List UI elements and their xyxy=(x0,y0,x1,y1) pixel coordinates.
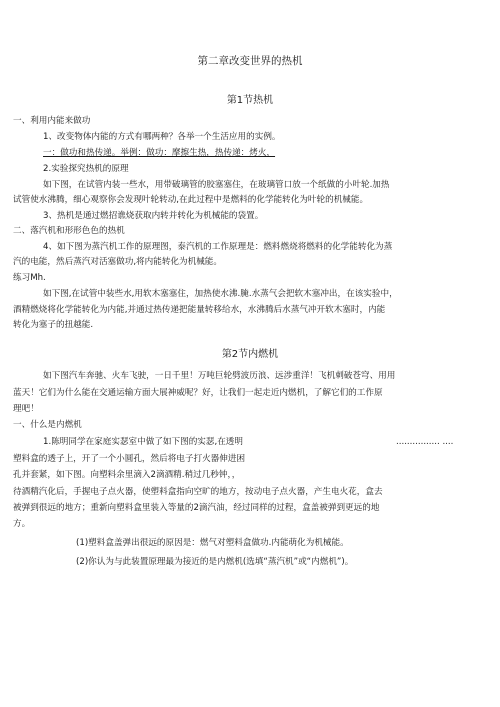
paragraph-2-line-2: 酒精燃烧将化学能转化为内能,并通过热传递把能量转移给水，水沸腾后水蒸气冲开软木塞时，内能 xyxy=(13,305,386,315)
s2-question-1-line-5: 被弹到很远的地方；重新向塑料盒里装入等量的2滴汽油，经过同样的过程，盒盖被弹到更远的地 xyxy=(13,503,380,513)
paragraph-2-line-1: 如下图,在试管中装些水,用软木塞塞住，加热使水沸.腌.水蒸气会把软木塞冲出，在该实验中， xyxy=(43,289,398,299)
s2-question-1-line-4: 待酒精汽化后，手握电子点火器，使塑料盒指向空旷的地方，按动电子点火器，产生电火花，盒去 xyxy=(13,487,383,497)
intro-line-2: 蓝天！它们为什么能在交通运输方面大展神威呢？好，让我们一起走近内燃机，了解它们的工作原 xyxy=(13,388,383,398)
sub-question-1: (1)塑料盒盖弹出很远的原因是：燃气对塑料盒做功.内能萌化为机械能。 xyxy=(76,538,349,548)
s2-question-1-line-1: 1.陈明同学在家庭实瑟室中做了如下图的实瑟,在透明 xyxy=(43,437,243,447)
chapter-title: 第二章改变世界的热机 xyxy=(197,55,303,67)
s2-question-1-dots: ................ .... xyxy=(396,437,454,447)
paragraph-1-line-2: 试管使水沸腾，细心观察你会发现叶轮转动,在此过程中是燃料的化学能转化为叶轮的机械能。 xyxy=(13,195,369,205)
question-3: 3、热机是通过燃招谯烧获取内转并转化为机械能的袋置。 xyxy=(43,211,264,221)
section1-title: 第1节热机 xyxy=(226,95,274,106)
question-4-line-2: 汽的电能，然后蒸汽对活塞做功,将内能转化为机械能。 xyxy=(13,257,222,267)
sub-question-2: (2)你认为与此装置原理最为接近的是内燃机(选填“蒸汽机”或“内燃机”)。 xyxy=(76,557,354,567)
exercise-label: 练习Mh. xyxy=(13,273,46,283)
s2-question-1-line-6: 方。 xyxy=(13,519,31,529)
answer-1: 一：做功和热传递。举例：做功：摩擦生热，热传递：烤火， xyxy=(43,148,276,158)
question-4-line-1: 4、如下图为蒸汽机工作的原理图，泰汽机的工作原理是：燃料燃烧将燃料的化学能转化为蒸 xyxy=(43,242,393,252)
section1-part2-heading: 二、落汽机和形形色色的热机 xyxy=(13,226,125,236)
intro-line-1: 如下图汽车奔驰、火车飞驶，一日千里！万吨巨轮劈波历浪、远涉重洋！飞机刺破苍穹、用用 xyxy=(43,371,396,381)
section2-title: 第2节内燃机 xyxy=(221,349,279,360)
question-2: 2.实验探究热机的原理 xyxy=(43,164,129,174)
s2-question-1-line-2: 塑料盒的透子上，开了一个小圆孔，然后将电子打火器伸进困 xyxy=(13,454,246,464)
section2-part1-heading: 一、什么是内燃机 xyxy=(13,420,82,430)
s2-question-1-line-3: 孔并套紧，如下图。向塑料余里滴入2滴酒精.稍过几秒钟，， xyxy=(13,470,241,480)
question-1: 1、改变物体内能的方式有哪两种？各举一个生活应用的实例。 xyxy=(43,132,281,142)
intro-line-3: 理吧！ xyxy=(13,404,39,414)
paragraph-1-line-1: 如下图，在试管内装一些水，用带破璃管的胶塞塞住，在玻璃管口放一个纸做的小叶轮.加热 xyxy=(43,180,390,190)
section1-part1-heading: 一、利用内能来做功 xyxy=(13,116,91,126)
paragraph-2-line-3: 转化为塞子的扭越能. xyxy=(13,320,94,330)
